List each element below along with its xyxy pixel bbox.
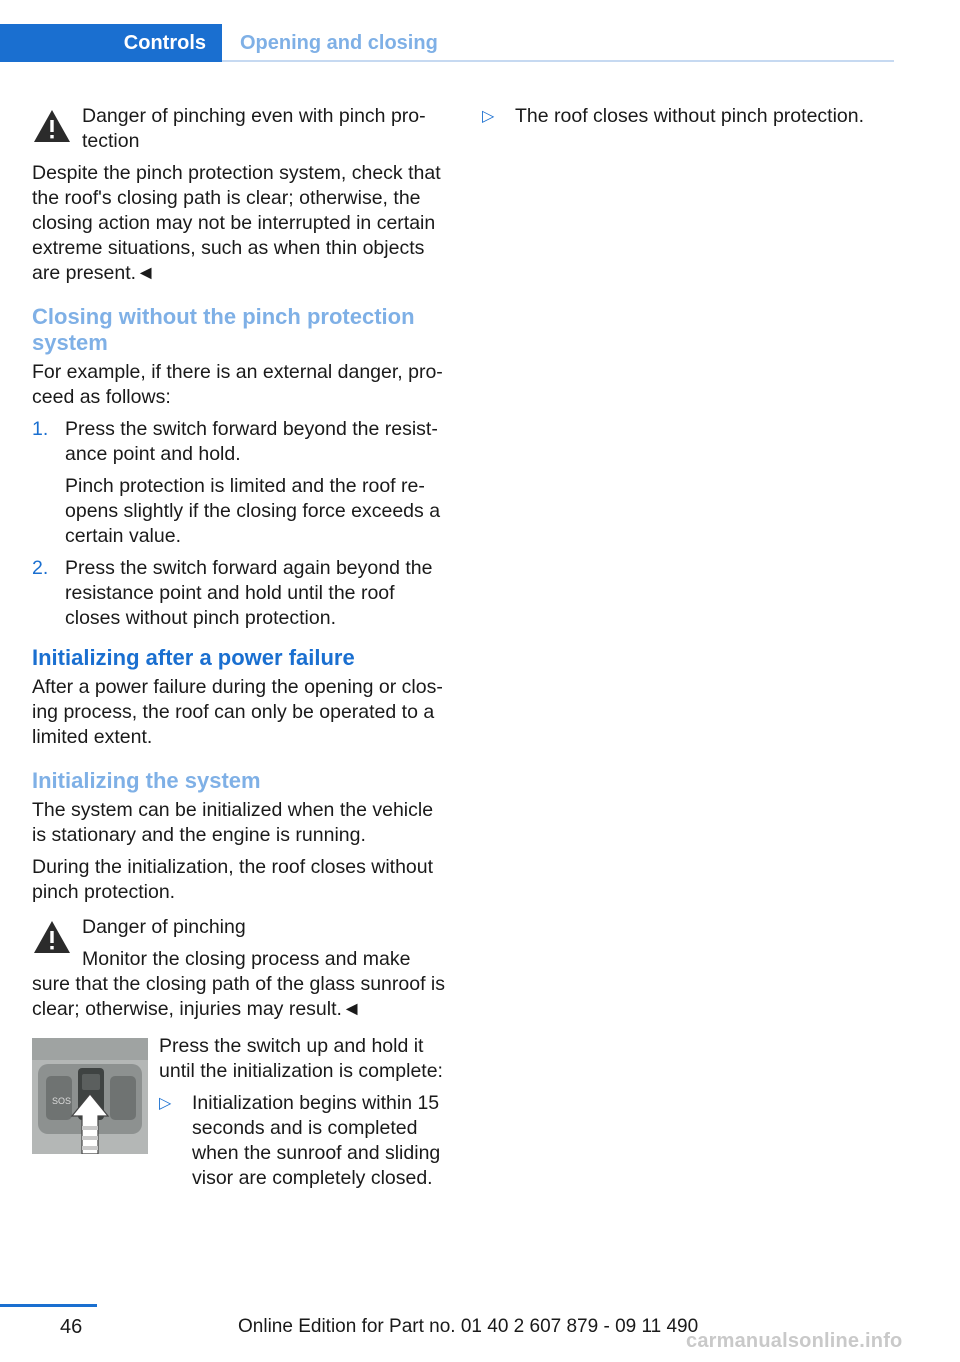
section-tab xyxy=(240,24,438,62)
switch-figure-block xyxy=(32,1034,452,1194)
closing-steps xyxy=(32,417,452,631)
edition-footer: Online Edition for Part no. 01 40 2 607 879 - 09 11 490 xyxy=(238,1316,699,1337)
roof-switch-illustration xyxy=(32,1038,148,1154)
warning-body: Despite the pinch protection system, check that the roof's closing path is clear; otherwise, the closing action may not be interrupted in certain extreme situations, such as when thin objects are present.◄ xyxy=(32,162,441,284)
list-item xyxy=(482,104,902,129)
list-item xyxy=(159,1091,452,1191)
closing-intro: For example, if there is an external danger, pro-ceed as follows: xyxy=(32,361,443,408)
init-paragraph-2: During the initialization, the roof closes without pinch protection. xyxy=(32,856,434,903)
header-rule xyxy=(222,60,894,62)
figure-text: Press the switch up and hold it until the initialization is complete: xyxy=(159,1035,443,1082)
warning-pinch-protection xyxy=(32,104,452,286)
page-number: 46 xyxy=(60,1316,83,1338)
right-column xyxy=(482,104,902,136)
step-number: 2. xyxy=(32,557,49,579)
heading-closing-without-pinch: Closing without the pinch protection system xyxy=(32,304,415,355)
warning-pinching xyxy=(32,915,452,1022)
triangle-bullet-icon: ▷ xyxy=(482,108,495,125)
chapter-tab xyxy=(0,24,222,62)
heading-init-system: Initializing the system xyxy=(32,768,261,793)
bullet-text: Initialization begins within 15 seconds and is completed when the sunroof and sliding visor are completely closed. xyxy=(192,1092,441,1189)
chapter-label: Controls xyxy=(123,31,206,54)
heading-init-power-failure: Initializing after a power failure xyxy=(32,645,355,670)
left-column xyxy=(32,104,452,1194)
warning-title: Danger of pinching even with pinch pro-tection xyxy=(82,105,426,152)
step-text: Press the switch forward beyond the resist-ance point and hold. xyxy=(65,418,438,465)
warning-body: Monitor the closing process and make sure that the closing path of the glass sunroof is clear; otherwise, injuries may result.◄ xyxy=(32,948,445,1020)
section-label: Opening and closing xyxy=(240,31,438,54)
watermark: carmanualsonline.info xyxy=(686,1330,903,1352)
init-paragraph-1: The system can be initialized when the vehicle is stationary and the engine is running. xyxy=(32,799,434,846)
warning-triangle-icon xyxy=(32,919,72,955)
roof-switch-photo xyxy=(32,1038,148,1154)
warning-title: Danger of pinching xyxy=(82,916,246,938)
init-power-text: After a power failure during the opening or clos-ing process, the roof can only be operated to a limited extent. xyxy=(32,676,443,748)
step-text: Press the switch forward again beyond the resistance point and hold until the roof closes without pinch protection. xyxy=(65,557,433,629)
step-extra: Pinch protection is limited and the roof re-opens slightly if the closing force exceeds a certain value. xyxy=(65,475,441,547)
figure-sos-label: SOS xyxy=(52,1096,72,1106)
step-number: 1. xyxy=(32,418,49,440)
bullet-text: The roof closes without pinch protection. xyxy=(515,105,865,127)
triangle-bullet-icon: ▷ xyxy=(159,1095,172,1112)
list-item xyxy=(32,417,452,549)
list-item xyxy=(32,556,452,631)
warning-triangle-icon xyxy=(32,108,72,144)
page-number-rule xyxy=(0,1304,97,1307)
figure-caption xyxy=(159,1034,452,1198)
